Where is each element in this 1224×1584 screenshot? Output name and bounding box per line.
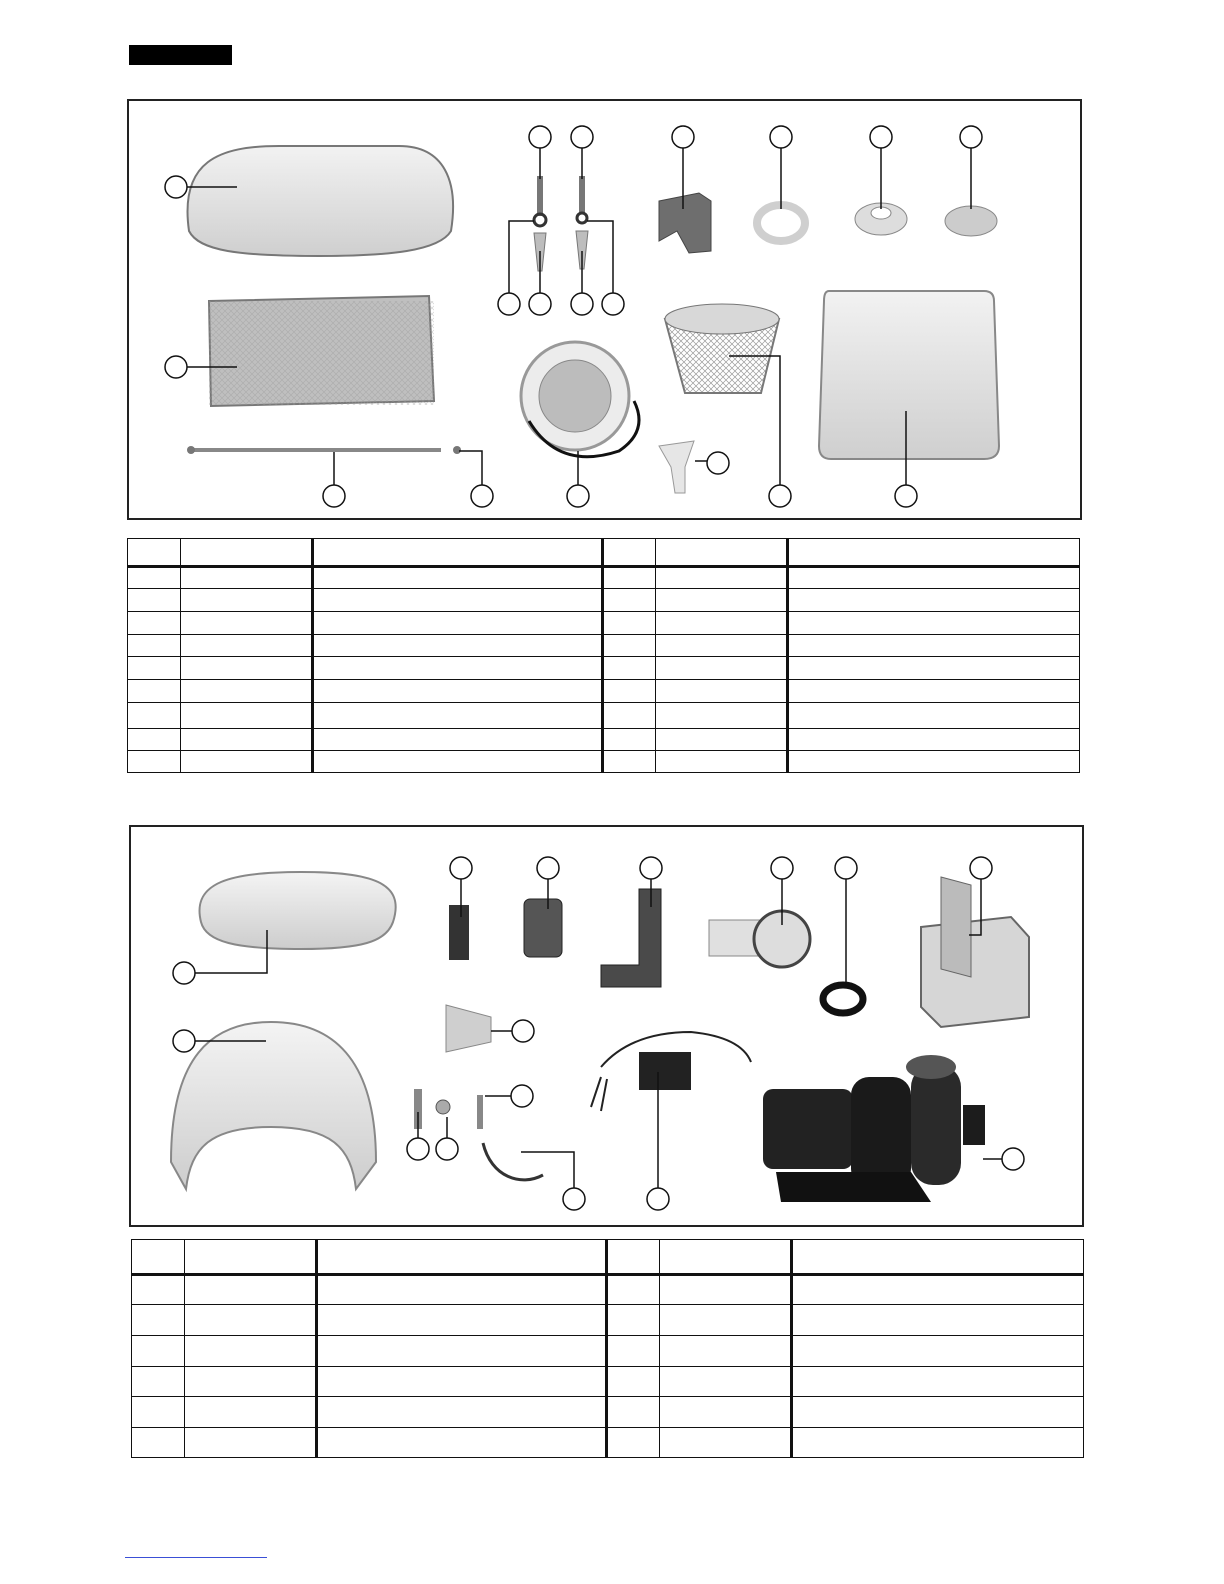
table-row	[128, 589, 1080, 612]
parts-diagram-1-svg	[129, 101, 1080, 518]
screw	[477, 1095, 483, 1129]
footer-link[interactable]	[125, 1557, 267, 1558]
table-row	[128, 680, 1080, 703]
skimmer-lid	[187, 146, 453, 256]
pump-housing-cover	[171, 1022, 376, 1189]
table-row	[128, 612, 1080, 635]
table-row	[128, 657, 1080, 680]
table-row	[132, 1397, 1084, 1428]
bolt-2	[579, 176, 585, 214]
return-nozzle	[446, 1005, 491, 1052]
gasket-ring	[757, 205, 805, 241]
cap	[436, 1100, 450, 1114]
parts-diagram-panel-2	[129, 825, 1084, 1227]
table-row	[132, 1428, 1084, 1458]
parts-diagram-2-svg	[131, 827, 1082, 1225]
parts-diagram-panel-1	[127, 99, 1082, 520]
table-row	[132, 1367, 1084, 1397]
cable	[483, 1143, 543, 1180]
table-header	[128, 539, 1080, 567]
switch	[449, 905, 469, 960]
table-row	[128, 729, 1080, 751]
filter-pump	[763, 1055, 985, 1202]
o-ring	[823, 985, 863, 1013]
section-header-tab	[129, 45, 232, 65]
table-row	[132, 1305, 1084, 1336]
washer-2	[577, 213, 587, 223]
parts-table-1	[127, 538, 1080, 773]
transformer	[639, 1052, 691, 1090]
union-fitting	[524, 899, 562, 957]
control-box	[921, 917, 1029, 1027]
eyeball-fitting	[945, 206, 997, 236]
table-row	[132, 1336, 1084, 1367]
bolt-1	[537, 176, 543, 216]
table-header	[132, 1240, 1084, 1275]
table-row	[128, 751, 1080, 773]
parts-table-2	[131, 1239, 1084, 1458]
table-row	[128, 567, 1080, 589]
table-row	[132, 1275, 1084, 1305]
elbow-fitting	[659, 193, 711, 253]
elbow-pipe	[601, 889, 661, 987]
table-row	[128, 635, 1080, 657]
wall-cover-plate	[819, 291, 999, 459]
light-cover	[199, 872, 395, 949]
float-valve	[659, 441, 694, 493]
table-row	[128, 703, 1080, 729]
